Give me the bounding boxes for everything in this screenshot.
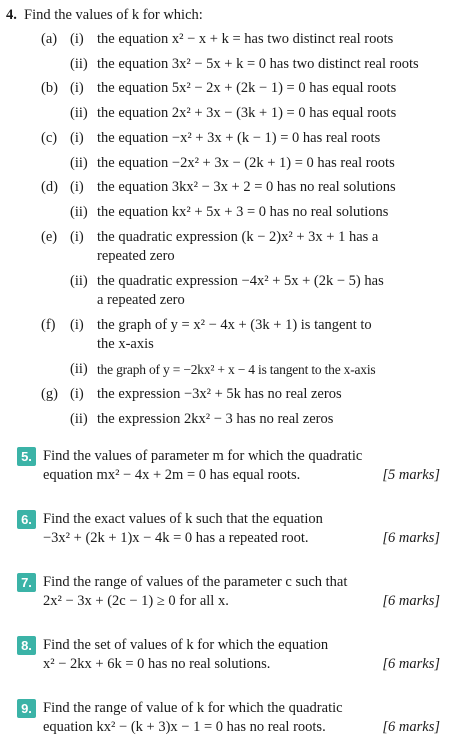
question-text-line1: Find the exact values of k such that the equation [43,511,323,527]
item-roman: (i) [70,386,84,402]
item-roman: (ii) [70,56,88,72]
question-number-badge: 7. [17,573,36,592]
item-text-line2: the x-axis [97,336,154,352]
part-letter: (g) [41,386,58,402]
question-text-line2: equation kx² − (k + 3)x − 1 = 0 has no real roots. [43,719,326,735]
item-text: the graph of y = −2kx² + x − 4 is tangent to the x-axis [97,362,376,377]
question-number: 4. [6,7,17,23]
item-text: the equation 3kx² − 3x + 2 = 0 has no real solutions [97,179,396,195]
item-roman: (i) [70,179,84,195]
item-text: the equation −2x² + 3x − (2k + 1) = 0 has real roots [97,155,395,171]
part-letter: (a) [41,31,58,47]
part-letter: (d) [41,179,58,195]
item-text-line2: repeated zero [97,248,175,264]
item-roman: (ii) [70,105,88,121]
question-text-line2: −3x² + (2k + 1)x − 4k = 0 has a repeated root. [43,530,309,546]
marks-label: [6 marks] [382,719,440,735]
marks-label: [6 marks] [382,593,440,609]
item-roman: (i) [70,317,84,333]
question-text-line2: equation mx² − 4x + 2m = 0 has equal roots. [43,467,301,483]
question-text-line1: Find the range of values of the parameter c such that [43,574,348,590]
item-text-line1: the quadratic expression −4x² + 5x + (2k − 5) has [97,273,384,289]
item-roman: (i) [70,31,84,47]
part-letter: (e) [41,229,58,245]
item-roman: (ii) [70,361,88,377]
part-letter: (f) [41,317,56,333]
item-text: the equation 5x² − 2x + (2k − 1) = 0 has equal roots [97,80,397,96]
item-text: the equation 3x² − 5x + k = 0 has two distinct real roots [97,56,419,72]
question-text-line2: x² − 2kx + 6k = 0 has no real solutions. [43,656,271,672]
question-number-badge: 6. [17,510,36,529]
marks-label: [5 marks] [382,467,440,483]
marks-label: [6 marks] [382,530,440,546]
item-roman: (ii) [70,204,88,220]
item-roman: (ii) [70,155,88,171]
item-text: the equation −x² + 3x + (k − 1) = 0 has real roots [97,130,381,146]
item-text: the equation kx² + 5x + 3 = 0 has no real solutions [97,204,389,220]
question-text-line2: 2x² − 3x + (2c − 1) ≥ 0 for all x. [43,593,229,609]
item-roman: (i) [70,229,84,245]
question-4-header [6,7,203,24]
item-text: the expression 2kx² − 3 has no real zeros [97,411,334,427]
item-roman: (ii) [70,411,88,427]
question-number-badge: 9. [17,699,36,718]
part-letter: (b) [41,80,58,96]
item-roman: (i) [70,80,84,96]
item-text: the equation x² − x + k = has two distinct real roots [97,31,394,47]
item-text-line2: a repeated zero [97,292,185,308]
item-text-line1: the quadratic expression (k − 2)x² + 3x + 1 has a [97,229,379,245]
question-number-badge: 8. [17,636,36,655]
question-text-line1: Find the range of value of k for which the quadratic [43,700,343,716]
item-roman: (ii) [70,273,88,289]
question-number-badge: 5. [17,447,36,466]
marks-label: [6 marks] [382,656,440,672]
item-text-line1: the graph of y = x² − 4x + (3k + 1) is tangent to [97,317,372,333]
item-text: the equation 2x² + 3x − (3k + 1) = 0 has equal roots [97,105,397,121]
question-intro: Find the values of k for which: [24,7,203,23]
part-letter: (c) [41,130,58,146]
question-text-line1: Find the set of values of k for which the equation [43,637,329,653]
question-text-line1: Find the values of parameter m for which the quadratic [43,448,363,464]
item-roman: (i) [70,130,84,146]
item-text: the expression −3x² + 5k has no real zeros [97,386,342,402]
